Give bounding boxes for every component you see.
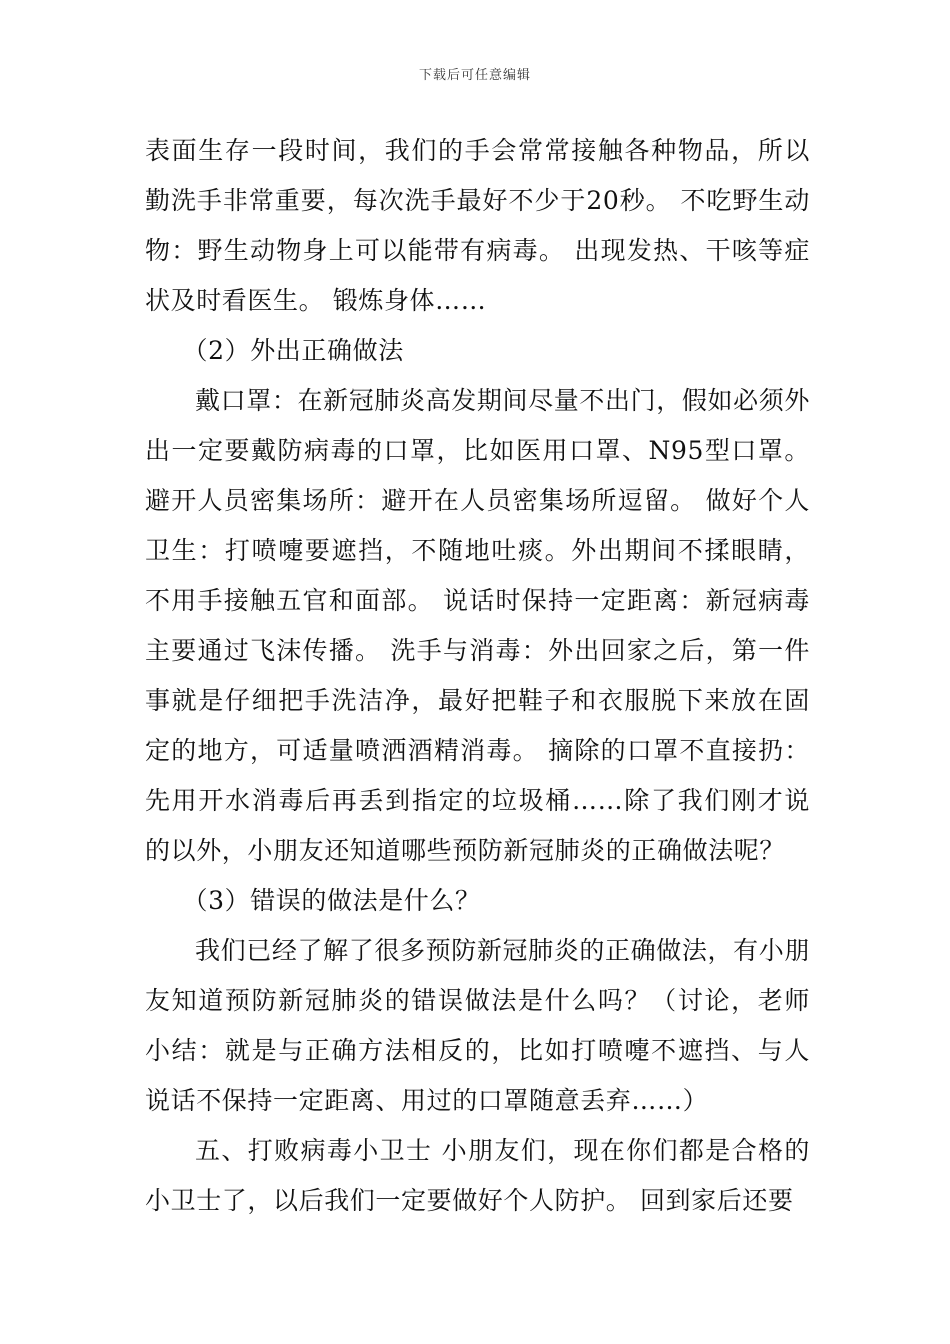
- paragraph-section-five: 五、打败病毒小卫士 小朋友们，现在你们都是合格的小卫士了，以后我们一定要做好个人防护。 回到家后还要: [145, 1136, 810, 1215]
- page-header: 下载后可任意编辑: [418, 68, 531, 83]
- heading-outdoor-correct: （2）外出正确做法: [182, 336, 404, 365]
- heading-wrong-practice: （3）错误的做法是什么？: [182, 886, 481, 915]
- paragraph-hygiene-tips: 表面生存一段时间，我们的手会常常接触各种物品，所以勤洗手非常重要，每次洗手最好不少于20秒。 不吃野生动物：野生动物身上可以能带有病毒。 出现发热、干咳等症状及时看医生。 锻炼身体……: [145, 136, 810, 315]
- paragraph-outdoor-correct: 戴口罩：在新冠肺炎高发期间尽量不出门，假如必须外出一定要戴防病毒的口罩，比如医用口罩、N95型口罩。避开人员密集场所：避开在人员密集场所逗留。 做好个人卫生：打喷嚏要遮挡，不随地吐痰。外出期间不揉眼睛，不用手接触五官和面部。 说话时保持一定距离：新冠病毒主要通过飞沫传播。 洗手与消毒：外出回家之后，第一件事就是仔细把手洗洁净，最好把鞋子和衣服脱下来放在固定的地方，可适量喷洒酒精消毒。 摘除的口罩不直接扔：先用开水消毒后再丢到指定的垃圾桶……除了我们刚才说的以外，小朋友还知道哪些预防新冠肺炎的正确做法呢？: [145, 386, 810, 865]
- paragraph-wrong-practice: 我们已经了解了很多预防新冠肺炎的正确做法，有小朋友知道预防新冠肺炎的错误做法是什么吗？（讨论，老师小结：就是与正确方法相反的，比如打喷嚏不遮挡、与人说话不保持一定距离、用过的口罩随意丢弃……）: [145, 936, 810, 1115]
- document-body: [145, 126, 810, 1226]
